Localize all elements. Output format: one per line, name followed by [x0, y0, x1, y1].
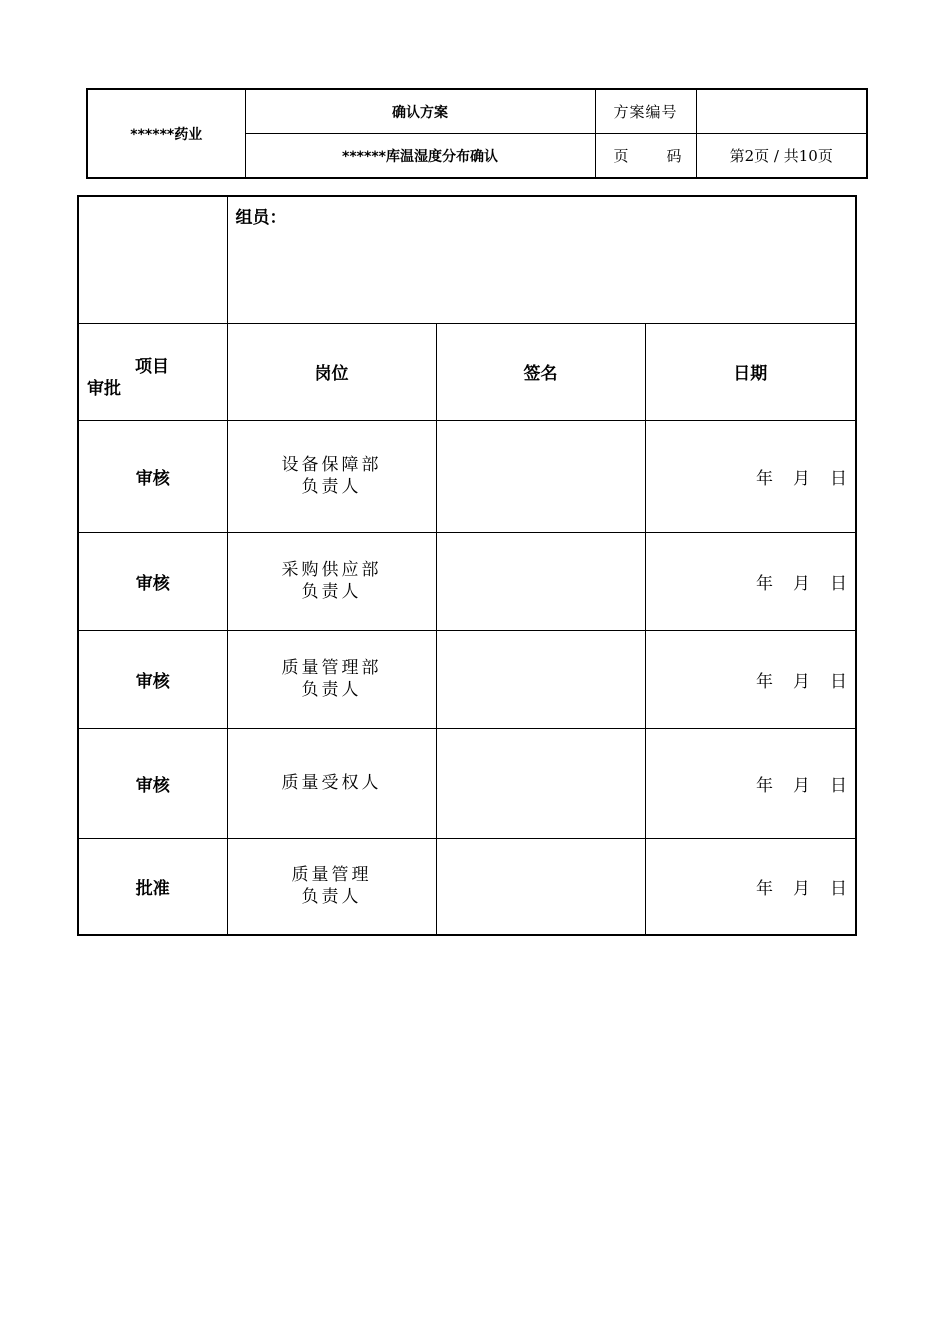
- row-type: 批准: [78, 838, 227, 935]
- date-month: 月: [793, 878, 811, 899]
- date-day: 日: [830, 573, 848, 594]
- corner-header-approval: 审批: [87, 378, 121, 399]
- column-header-signature: 签名: [436, 323, 645, 420]
- position-line-2: 负责人: [301, 582, 362, 602]
- page-number: 第2页 / 共10页: [696, 134, 867, 179]
- approval-table: [77, 195, 857, 936]
- row-type: 审核: [78, 420, 227, 532]
- members-left-cell: [78, 196, 227, 323]
- date-year: 年: [756, 573, 774, 594]
- row-type: 审核: [78, 630, 227, 728]
- signature-cell[interactable]: [436, 532, 645, 630]
- date-day: 日: [830, 468, 848, 489]
- page-label-part-1: 页: [613, 147, 629, 165]
- date-month: 月: [793, 573, 811, 594]
- date-cell[interactable]: [645, 532, 856, 630]
- position-line-2: 负责人: [301, 887, 362, 908]
- row-position: [227, 630, 436, 728]
- document-title: ******库温湿度分布确认: [245, 134, 595, 179]
- document-type: 确认方案: [245, 89, 595, 134]
- company-name: ******药业: [87, 89, 245, 178]
- date-month: 月: [793, 671, 811, 692]
- date-year: 年: [756, 878, 774, 899]
- row-type: 审核: [78, 532, 227, 630]
- date-day: 日: [830, 775, 848, 796]
- scheme-number-label: 方案编号: [595, 89, 696, 134]
- members-cell: [227, 196, 856, 323]
- date-cell[interactable]: [645, 838, 856, 935]
- date-year: 年: [756, 671, 774, 692]
- signature-cell[interactable]: [436, 420, 645, 532]
- scheme-number-value: [696, 89, 867, 134]
- date-month: 月: [793, 775, 811, 796]
- position-line-1: 采购供应部: [281, 560, 382, 580]
- row-type: 审核: [78, 728, 227, 838]
- date-year: 年: [756, 775, 774, 796]
- signature-cell[interactable]: [436, 728, 645, 838]
- date-day: 日: [830, 671, 848, 692]
- row-position: [227, 420, 436, 532]
- position-line-1: 质量管理: [291, 865, 372, 886]
- date-cell[interactable]: [645, 728, 856, 838]
- corner-header: [78, 323, 227, 420]
- date-year: 年: [756, 468, 774, 489]
- column-header-position: 岗位: [227, 323, 436, 420]
- row-position: [227, 532, 436, 630]
- row-position: [227, 838, 436, 935]
- page-label-part-2: 码: [666, 147, 682, 165]
- page-label: [595, 134, 696, 179]
- table-row: [78, 838, 856, 935]
- position-line-2: 负责人: [301, 477, 362, 497]
- date-month: 月: [793, 468, 811, 489]
- table-row: [78, 630, 856, 728]
- date-cell[interactable]: [645, 420, 856, 532]
- position-line-1: 质量管理部: [281, 658, 382, 678]
- position-line-2: 负责人: [301, 680, 362, 700]
- row-position: [227, 728, 436, 838]
- signature-cell[interactable]: [436, 630, 645, 728]
- members-label: 组员：: [235, 208, 287, 228]
- table-row: [78, 728, 856, 838]
- date-cell[interactable]: [645, 630, 856, 728]
- table-row: [78, 532, 856, 630]
- corner-header-item: 项目: [135, 356, 169, 377]
- document-header: [86, 88, 868, 179]
- date-day: 日: [830, 878, 848, 899]
- position-line-1: 设备保障部: [281, 455, 382, 475]
- position-line-1: 质量受权人: [281, 773, 382, 793]
- column-header-date: 日期: [645, 323, 856, 420]
- table-row: [78, 420, 856, 532]
- signature-cell[interactable]: [436, 838, 645, 935]
